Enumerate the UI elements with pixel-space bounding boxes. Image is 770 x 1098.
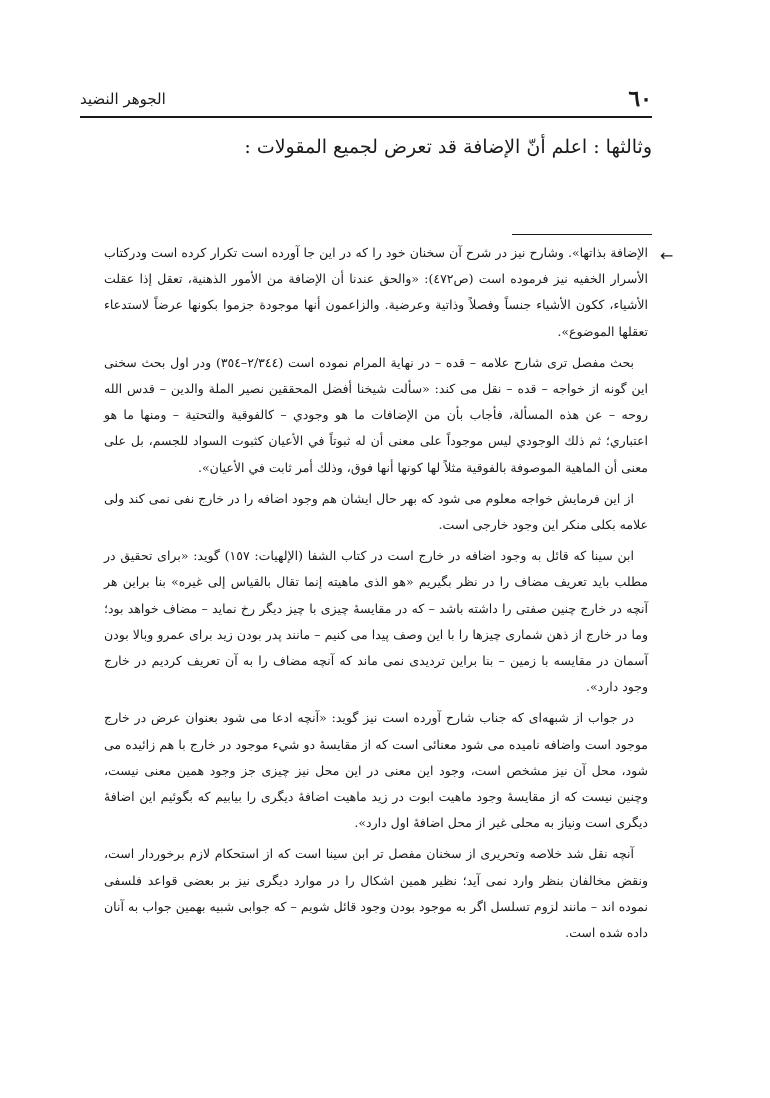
footnote-paragraph: ابن سينا كه قائل به وجود اضافه در خارج است در كتاب الشفا (الإلهيات: ١٥٧) گويد: «براى تحقيق در مطلب بايد تعريف مضاف را در نظر بگيريم «هو الذى ماهيته إنما تقال بالقياس إلى غيره» بنا براين هر آنچه در خارج چنين صفتى را داشته باشد – كه در مقايسهٔ چيزى با چيز ديگر رخ نمايد – مضاف خواهد بود؛ وما در خارج از ذهن شمارى چيزها را با اين وصف پيدا مى كنيم – مانند پدر بودن زيد براى عمرو وبالا بودن آسمان در مقايسه با زمين – بنا براين ترديدى نمى ماند كه آنچه مضاف را به آن تعريف كرديم در خارج وجود دارد». [104, 548, 648, 695]
footnote-paragraph: در جواب از شبهه‌اى كه جناب شارح آورده است نيز گويد: «آنچه ادعا مى شود بعنوان عرض در خارج موجود است واضافه ناميده مى شود معنائى است كه از مقايسهٔ دو شيء موجود در خارج با هم زائيده مى شود، محل آن نيز مشخص است، وجود اين معنى در اين محل نيز چيزى جز وجود همين معنى نيست، وچنين نيست كه از مقايسهٔ وجود ماهيت ابوت در زيد ماهيت اضافهٔ ديگرى را بيابيم كه بگوئيم اين اضافهٔ ديگرى است ونياز به محلى غير از محل اضافهٔ اول دارد». [104, 710, 648, 831]
footnote-paragraph: الإضافة بذاتها». وشارح نیز در شرح آن سخنان خود را كه در اين جا آورده است تكرار كرده است ودركتاب الأسرار الخفيه نیز فرموده است (ص٤٧٢): «والحق عندنا أن الإضافة من الأمور الذهنية، تعقل إذا عقلت الأشياء، ككون الأشياء جنساً وفصلاً وذاتية وعرضية. والزاعمون أنها موجودة جزموا بكونها عرضاً لاستدعاء تعقلها الموضوع». [104, 245, 648, 339]
page-header [80, 88, 652, 116]
footnote-separator [512, 234, 652, 235]
running-title: الجوهر النضيد [80, 90, 166, 108]
footnote-paragraph: از اين فرمايش خواجه معلوم مى شود كه بهر حال ايشان هم وجود اضافه را در خارج نفى نمى كند ولى علامه بكلى منكر اين وجود خارجى است. [104, 490, 648, 533]
footnotes-block [104, 240, 648, 946]
footnote-paragraph: آنچه نقل شد خلاصه وتحريرى از سخنان مفصل تر ابن سينا است كه از استحكام لازم برخوردار است، ونقض مخالفان بنظر وارد نمى آيد؛ نظير همين اشكال را در موارد ديگرى نيز بر بعضى قواعد فلسفى نموده اند – مانند لزوم تسلسل اگر به موجود بودن وجود قائل شويم – كه جوابى شبيه بهمين جواب به آنان داده شده است. [104, 846, 648, 941]
header-divider [80, 116, 652, 118]
main-text-heading: وثالثها : اعلم أنّ الإضافة قد تعرض لجميع المقولات : [244, 136, 652, 158]
continuation-arrow-icon: ← [660, 246, 674, 265]
footnote-paragraph: بحث مفصل ترى شارح علامه – قده – در نهاية المرام نموده است (٢/٣٤٤–٣٥٤) ودر اول بحث سخنى اين گونه از خواجه – قده – نقل مى كند: «سألت شيخنا أفضل المحققين نصير الملة والدين – قدس الله روحه – عن هذه المسألة، فأجاب بأن من الإضافات ما هو وجودي – كالفوقية والتحتية – ومنها ما هو اعتباري؛ ثم ذلك الوجودي ليس موجوداً على معنى أن له ثبوتاً في الأعيان كثبوت السواد للجسم، بل على معنى أن الماهية الموصوفة بالفوقية مثلاً لها كونها أنها فوق، وذلك أمر ثابت في الأعيان». [104, 354, 648, 475]
page-number: ٦٠ [628, 86, 652, 112]
